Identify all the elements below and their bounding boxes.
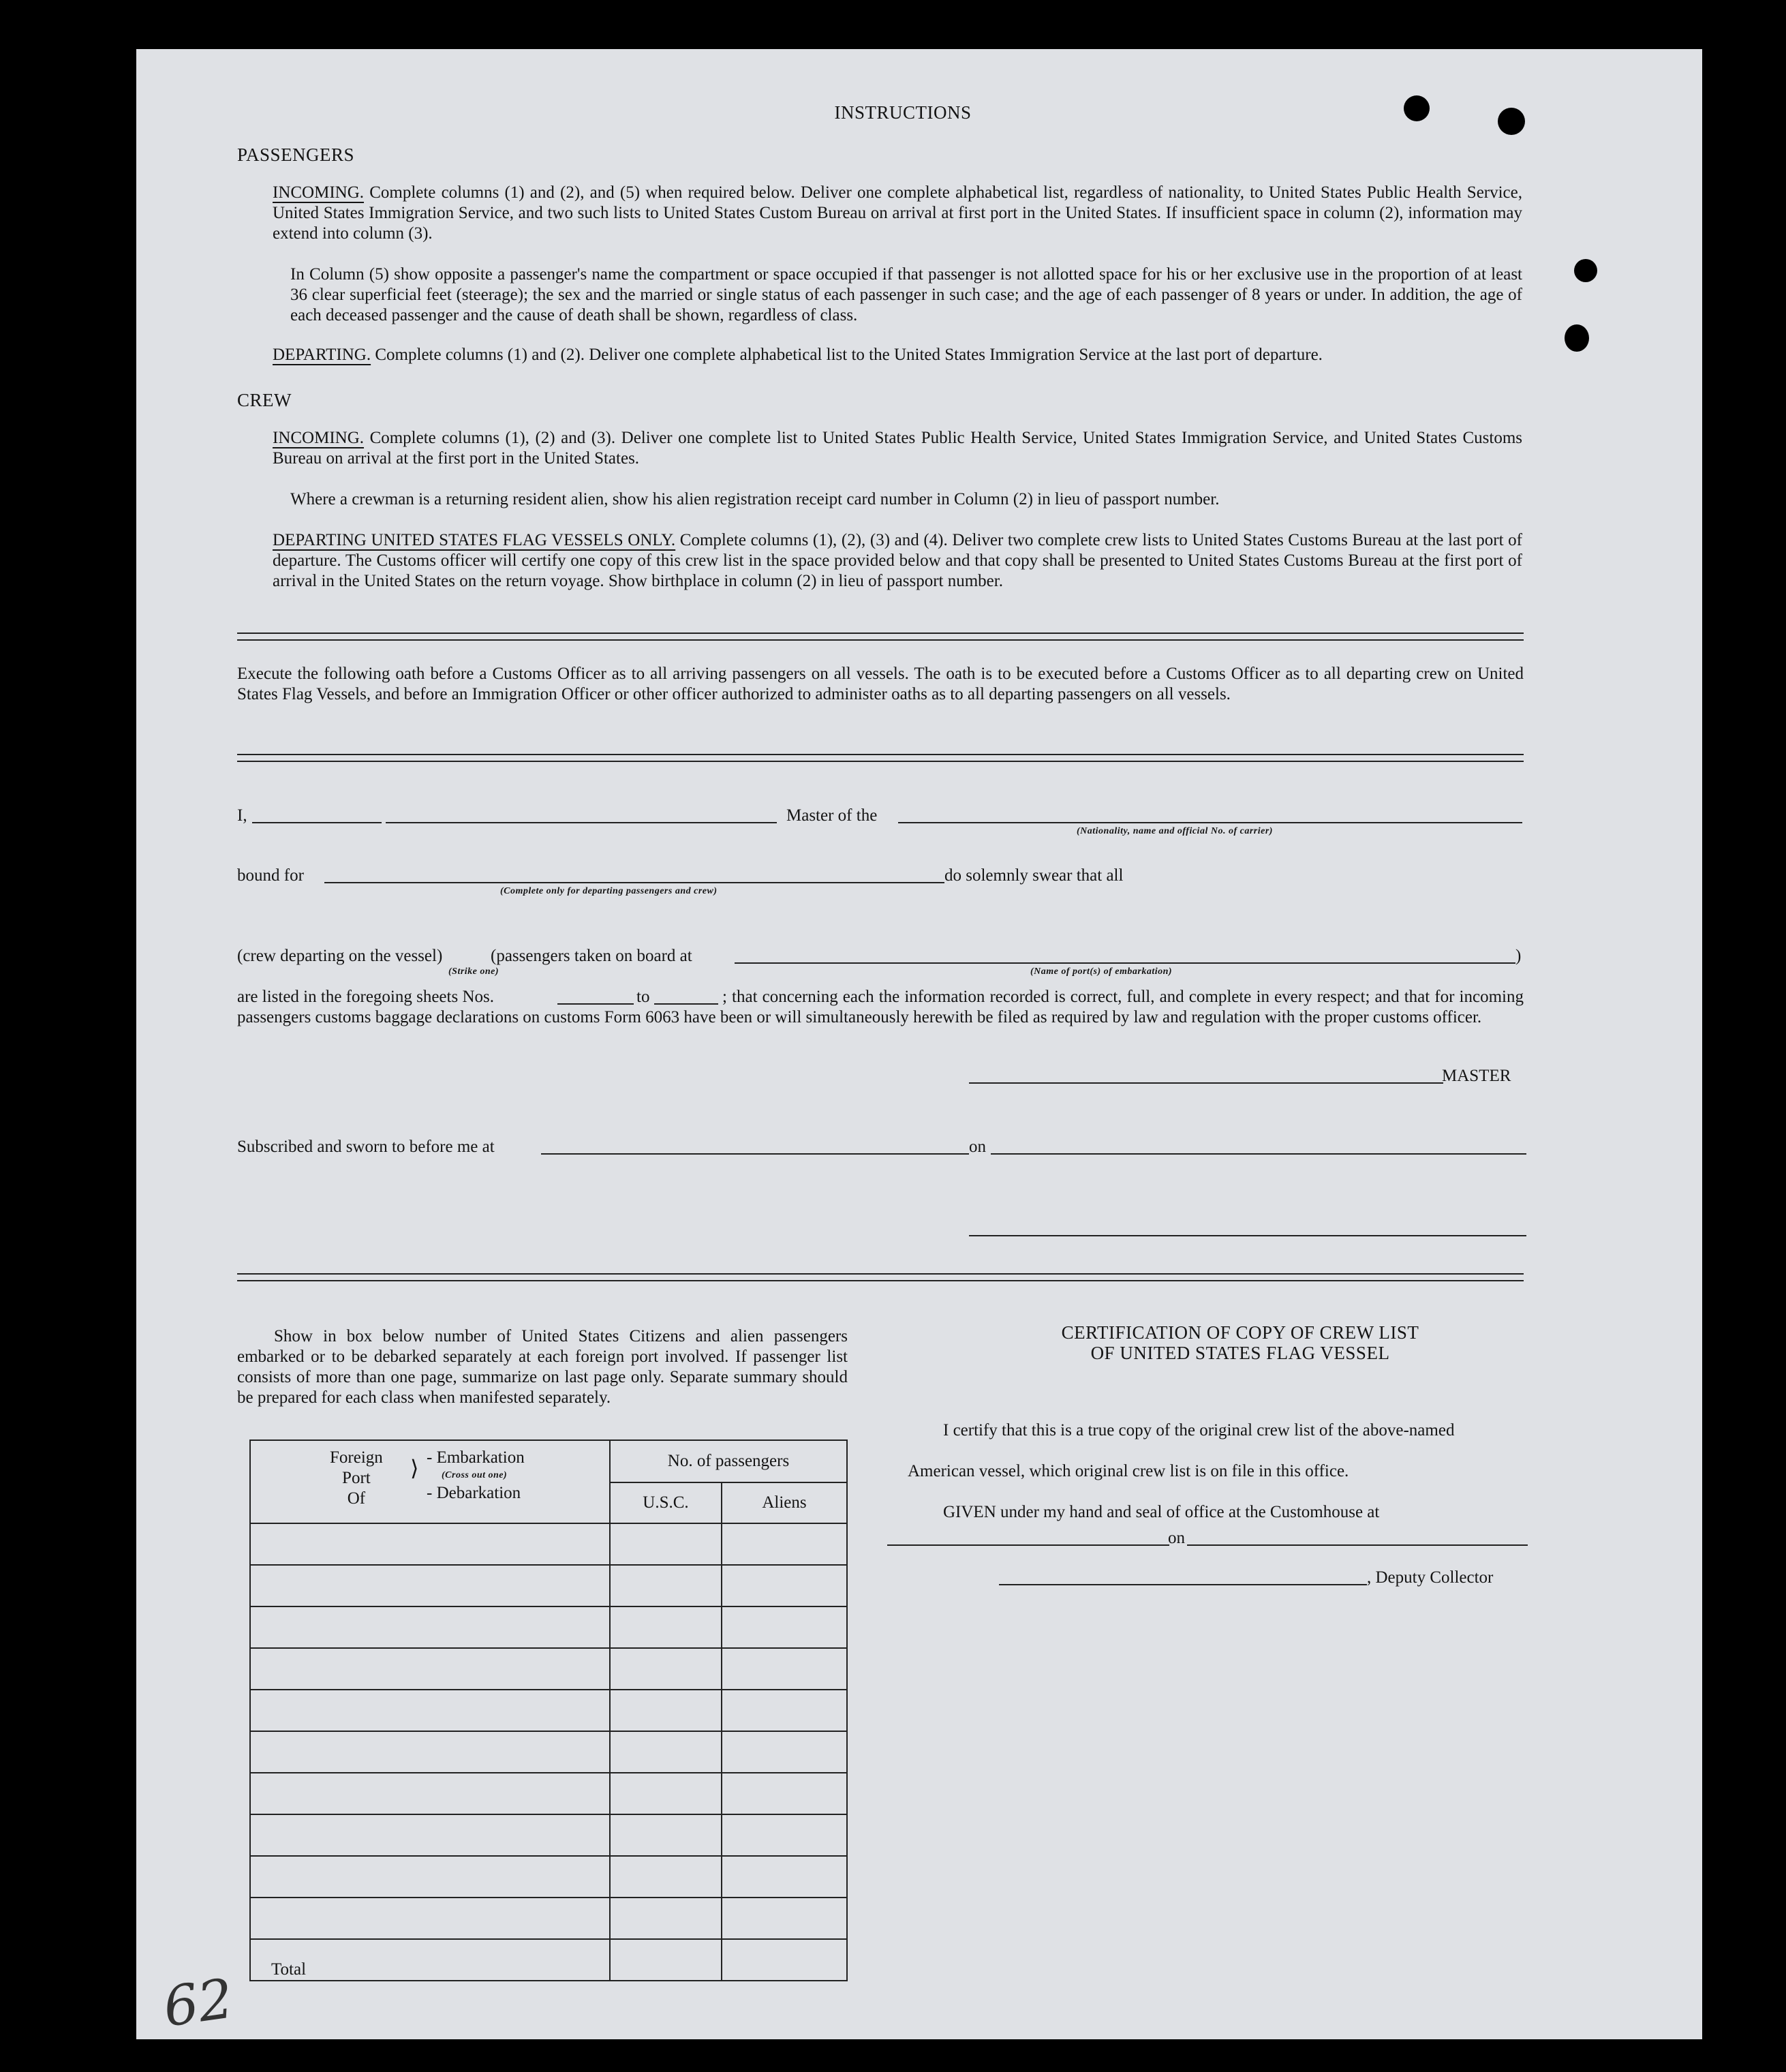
master-name-line-2[interactable] — [386, 822, 777, 823]
oath-i-label: I, — [237, 806, 247, 825]
table-row — [250, 1898, 847, 1939]
aliens-header: Aliens — [722, 1482, 847, 1523]
master-signature-line[interactable] — [969, 1082, 1443, 1084]
american-text: American vessel, which original crew list is on file in this office. — [908, 1462, 1349, 1480]
customhouse-place-line[interactable] — [887, 1544, 1169, 1546]
usc-header: U.S.C. — [610, 1482, 722, 1523]
crew-heading: CREW — [237, 390, 292, 410]
passengers-incoming-paragraph — [273, 183, 1522, 244]
master-name-line[interactable] — [252, 822, 382, 823]
master-label: MASTER — [1442, 1067, 1511, 1085]
table-header-row — [250, 1440, 847, 1482]
deputy-signature-line[interactable] — [999, 1584, 1367, 1585]
close-paren: ) — [1515, 947, 1522, 965]
port-note: (Name of port(s) of embarkation) — [1030, 966, 1173, 977]
crew-departing-option: (crew departing on the vessel) — [237, 947, 443, 965]
subscribed-on-label: on — [969, 1138, 986, 1156]
subscribed-label: Subscribed and sworn to before me at — [237, 1138, 495, 1156]
crew-incoming-label: INCOMING. — [273, 429, 365, 447]
total-label: Total — [250, 1939, 610, 1981]
subscribed-place-line[interactable] — [541, 1153, 969, 1155]
table-row — [250, 1856, 847, 1898]
cross-out-note: (Cross out one) — [442, 1470, 508, 1480]
listed-prefix: are listed in the foregoing sheets Nos. — [237, 988, 494, 1006]
given-text: GIVEN under my hand and seal of office at the Customhouse at — [943, 1503, 1380, 1521]
table-row — [250, 1731, 847, 1773]
double-rule — [237, 633, 1524, 641]
oath-intro: Execute the following oath before a Customs Officer as to all arriving passengers on all vessels. The oath is to be executed before a Customs Officer as to all departing crew on United States Flag Vessels, and before an Immigration Officer or other officer authorized to administer oaths as to all departing passengers on all vessels. — [237, 665, 1524, 703]
crew-departing-label: DEPARTING UNITED STATES FLAG VESSELS ONLY. — [273, 531, 676, 549]
bound-for-label: bound for — [237, 866, 304, 885]
crew-departing-paragraph — [273, 530, 1522, 592]
strike-note: (Strike one) — [448, 966, 499, 977]
deputy-collector-label: , Deputy Collector — [1367, 1568, 1494, 1587]
table-row — [250, 1814, 847, 1856]
no-passengers-header: No. of passengers — [610, 1440, 847, 1482]
passenger-summary-table — [249, 1439, 848, 1981]
certification-title: CERTIFICATION OF COPY OF CREW LIST OF UNITED STATES FLAG VESSEL — [1061, 1322, 1419, 1363]
punch-hole — [1574, 259, 1597, 282]
passengers-incoming-text: Complete columns (1) and (2), and (5) when required below. Deliver one complete alphabetical list, regardless of nationality, to United States Public Health Service, United States Immigration Service, and two such lists to United States Custom Bureau on arrival at first port in the United States. If insufficient space in column (2), information may extend into column (3). — [273, 183, 1523, 243]
page-title: INSTRUCTIONS — [834, 102, 972, 123]
table-row — [250, 1690, 847, 1731]
listed-rest: ; that concerning each the information recorded is correct, full, and complete in every respect; and that for incoming passengers customs baggage declarations on customs Form 6063 have been or will simultaneously herewith be filed as required by law and regulation with the proper customs officer. — [237, 988, 1524, 1026]
certify-text: I certify that this is a true copy of the original crew list of the above-named — [943, 1421, 1455, 1439]
subscribed-date-line[interactable] — [991, 1153, 1526, 1155]
table-row — [250, 1565, 847, 1606]
passengers-heading: PASSENGERS — [237, 144, 355, 165]
master-of-the-label: Master of the — [786, 806, 878, 825]
crew-departing-text: Complete columns (1), (2), (3) and (4). Deliver two complete crew lists to United States Customs Bureau at the last port of departure. The Customs officer will certify one copy of this crew list in the space provided below and that copy shall be presented to United States Customs Bureau at the first port of arrival in the United States on the return voyage. Show birthplace in column (2) in lieu of passport number. — [273, 531, 1523, 590]
passengers-departing-paragraph — [273, 345, 1526, 365]
foreign-port-header: Foreign Port Of ⟩ - Embarkation (Cross out one) - Debarkation — [250, 1440, 610, 1523]
crew-resident-paragraph: Where a crewman is a returning resident alien, show his alien registration receipt card number in Column (2) in lieu of passport number. — [290, 490, 1220, 508]
passengers-departing-text: Complete columns (1) and (2). Deliver one complete alphabetical list to the United States Immigration Service at the last port of departure. — [375, 346, 1323, 364]
table-row — [250, 1648, 847, 1690]
to-label: to — [636, 988, 650, 1006]
double-rule — [237, 1273, 1524, 1281]
table-row — [250, 1523, 847, 1565]
bound-for-line[interactable] — [324, 882, 944, 883]
form-page — [136, 49, 1702, 2039]
crew-incoming-text: Complete columns (1), (2) and (3). Deliver one complete list to United States Public Health Service, United States Immigration Service, and United States Customs Bureau on arrival at the first port in the United States. — [273, 429, 1523, 468]
table-row — [250, 1773, 847, 1814]
column5-paragraph: In Column (5) show opposite a passenger's name the compartment or space occupied if that passenger is not allotted space for his or her exclusive use in the proportion of at least 36 clear superficial feet (steerage); the sex and the married or single status of each passenger in such case; and the age of each passenger of 8 years or under. In addition, the age of each deceased passenger and the cause of death shall be shown, regardless of class. — [290, 265, 1522, 324]
officer-signature-line[interactable] — [969, 1235, 1526, 1236]
swear-label: do solemnly swear that all — [944, 866, 1124, 885]
debarkation-label: - Debarkation — [427, 1484, 521, 1502]
embarkation-label: - Embarkation — [427, 1448, 525, 1467]
punch-hole — [1565, 324, 1589, 352]
bound-note: (Complete only for departing passengers and crew) — [500, 886, 718, 896]
carrier-note: (Nationality, name and official No. of carrier) — [1077, 826, 1273, 836]
crew-incoming-paragraph — [273, 428, 1522, 469]
carrier-line[interactable] — [898, 822, 1522, 823]
passengers-incoming-label: INCOMING. — [273, 183, 365, 202]
certification-date-line[interactable] — [1187, 1544, 1528, 1546]
handwritten-page-number: 62 — [159, 1966, 237, 2039]
port-embarkation-line[interactable] — [735, 962, 1515, 964]
passengers-taken-option: (passengers taken on board at — [491, 947, 692, 965]
summary-intro: Show in box below number of United States Citizens and alien passengers embarked or to be debarked separately at each foreign port involved. If passenger list consists of more than one page, summarize on last page only. Separate summary should be prepared for each class when manifested separately. — [237, 1327, 848, 1407]
double-rule — [237, 754, 1524, 762]
certification-on-label: on — [1168, 1529, 1185, 1547]
table-row — [250, 1606, 847, 1648]
passengers-departing-label: DEPARTING. — [273, 346, 371, 364]
total-row — [250, 1939, 847, 1981]
